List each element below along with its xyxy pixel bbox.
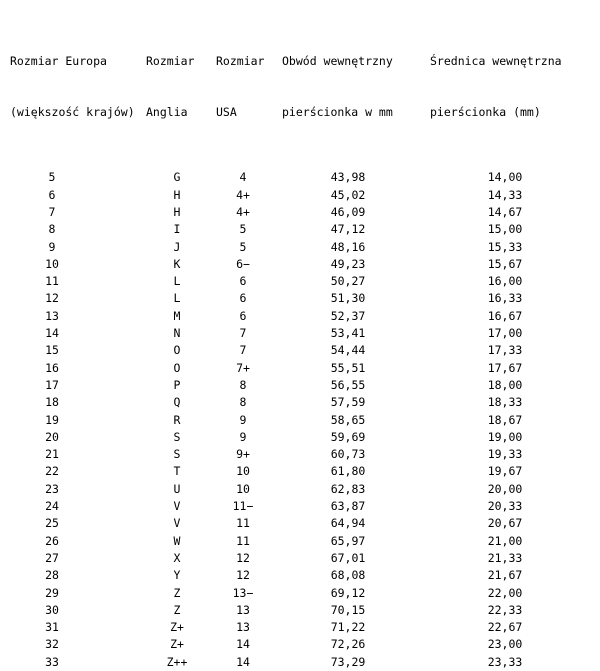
cell-circumference-mm: 55,51 <box>330 360 366 375</box>
cell-diameter-mm: 15,00 <box>487 222 523 237</box>
table-row <box>10 412 590 429</box>
cell-size-europe: 32 <box>45 637 59 652</box>
cell-circumference-mm: 61,80 <box>330 464 366 479</box>
column-header-diameter-line1: Średnica wewnętrzna <box>430 53 562 68</box>
cell-circumference-mm: 67,01 <box>330 550 366 565</box>
cell-circumference-mm: 47,12 <box>330 222 366 237</box>
cell-size-usa: 4+ <box>236 204 250 219</box>
cell-size-europe: 19 <box>45 412 59 427</box>
table-row <box>10 429 590 446</box>
cell-size-usa: 11 <box>236 533 250 548</box>
cell-size-europe: 5 <box>48 170 56 185</box>
cell-size-europe: 28 <box>45 568 59 583</box>
column-header-usa-line1: Rozmiar <box>216 53 265 68</box>
cell-size-usa: 12 <box>236 568 250 583</box>
cell-size-europe: 29 <box>45 585 59 600</box>
column-header-circumference <box>282 18 430 156</box>
cell-diameter-mm: 20,33 <box>487 499 523 514</box>
cell-size-england: H <box>173 204 181 219</box>
cell-size-england: Z <box>173 585 181 600</box>
cell-size-usa: 7 <box>239 326 247 341</box>
table-row <box>10 550 590 567</box>
cell-size-england: V <box>173 499 181 514</box>
cell-circumference-mm: 64,94 <box>330 516 366 531</box>
cell-size-usa: 12 <box>236 550 250 565</box>
cell-size-england: Z+ <box>170 620 184 635</box>
table-row <box>10 342 590 359</box>
column-header-usa-line2: USA <box>216 105 237 120</box>
cell-circumference-mm: 51,30 <box>330 291 366 306</box>
table-row <box>10 290 590 307</box>
cell-size-europe: 33 <box>45 654 59 669</box>
cell-circumference-mm: 54,44 <box>330 343 366 358</box>
table-row <box>10 602 590 619</box>
table-row <box>10 377 590 394</box>
table-row <box>10 619 590 636</box>
cell-circumference-mm: 72,26 <box>330 637 366 652</box>
column-header-england-line1: Rozmiar <box>146 53 195 68</box>
cell-circumference-mm: 46,09 <box>330 204 366 219</box>
cell-diameter-mm: 17,33 <box>487 343 523 358</box>
cell-diameter-mm: 19,33 <box>487 447 523 462</box>
table-row <box>10 169 590 186</box>
cell-circumference-mm: 68,08 <box>330 568 366 583</box>
cell-size-usa: 10 <box>236 481 250 496</box>
table-row <box>10 308 590 325</box>
cell-circumference-mm: 45,02 <box>330 187 366 202</box>
cell-size-europe: 6 <box>48 187 56 202</box>
column-header-europe-line1: Rozmiar Europa <box>10 53 107 68</box>
column-header-diameter <box>430 18 590 156</box>
cell-size-england: P <box>173 377 181 392</box>
table-row <box>10 636 590 653</box>
cell-circumference-mm: 70,15 <box>330 602 366 617</box>
cell-circumference-mm: 60,73 <box>330 447 366 462</box>
cell-size-europe: 9 <box>48 239 56 254</box>
cell-size-england: T <box>173 464 181 479</box>
cell-size-england: O <box>173 360 181 375</box>
table-row <box>10 221 590 238</box>
cell-size-usa: 6 <box>239 308 247 323</box>
column-header-diameter-line2: pierścionka (mm) <box>430 105 541 120</box>
table-row <box>10 204 590 221</box>
table-header <box>10 18 590 169</box>
cell-diameter-mm: 19,67 <box>487 464 523 479</box>
cell-size-england: Q <box>173 395 181 410</box>
table-row <box>10 654 590 671</box>
cell-size-europe: 21 <box>45 447 59 462</box>
cell-size-england: Z++ <box>166 654 188 669</box>
cell-circumference-mm: 65,97 <box>330 533 366 548</box>
cell-size-usa: 6 <box>239 291 247 306</box>
cell-circumference-mm: 71,22 <box>330 620 366 635</box>
cell-size-europe: 7 <box>48 204 56 219</box>
cell-size-usa: 13− <box>232 585 254 600</box>
cell-size-europe: 11 <box>45 274 59 289</box>
cell-diameter-mm: 20,67 <box>487 516 523 531</box>
cell-size-europe: 17 <box>45 377 59 392</box>
column-header-europe <box>10 18 146 156</box>
cell-size-usa: 5 <box>239 239 247 254</box>
cell-size-usa: 14 <box>236 654 250 669</box>
table-row <box>10 256 590 273</box>
header-spacer <box>10 156 590 169</box>
table-row <box>10 187 590 204</box>
cell-circumference-mm: 62,83 <box>330 481 366 496</box>
cell-diameter-mm: 18,33 <box>487 395 523 410</box>
cell-diameter-mm: 20,00 <box>487 481 523 496</box>
cell-diameter-mm: 15,33 <box>487 239 523 254</box>
cell-size-usa: 14 <box>236 637 250 652</box>
cell-size-england: Z+ <box>170 637 184 652</box>
table-row <box>10 515 590 532</box>
cell-size-england: I <box>173 222 181 237</box>
cell-size-usa: 4 <box>239 170 247 185</box>
cell-size-europe: 23 <box>45 481 59 496</box>
column-header-england <box>146 18 216 156</box>
cell-size-europe: 12 <box>45 291 59 306</box>
cell-size-england: L <box>173 291 181 306</box>
cell-diameter-mm: 16,00 <box>487 274 523 289</box>
table-row <box>10 481 590 498</box>
cell-size-europe: 18 <box>45 395 59 410</box>
cell-size-usa: 7+ <box>236 360 250 375</box>
cell-circumference-mm: 57,59 <box>330 395 366 410</box>
column-header-europe-line2: (większość krajów) <box>10 105 135 120</box>
cell-circumference-mm: 52,37 <box>330 308 366 323</box>
cell-size-europe: 30 <box>45 602 59 617</box>
cell-size-europe: 13 <box>45 308 59 323</box>
cell-size-england: Z <box>173 602 181 617</box>
table-row <box>10 360 590 377</box>
cell-size-england: N <box>173 326 181 341</box>
cell-size-england: S <box>173 447 181 462</box>
cell-diameter-mm: 22,33 <box>487 602 523 617</box>
cell-size-england: W <box>173 533 181 548</box>
cell-size-england: L <box>173 274 181 289</box>
table-row <box>10 394 590 411</box>
cell-size-europe: 10 <box>45 256 59 271</box>
column-header-usa <box>216 18 282 156</box>
cell-size-europe: 14 <box>45 326 59 341</box>
cell-circumference-mm: 50,27 <box>330 274 366 289</box>
cell-size-europe: 27 <box>45 550 59 565</box>
cell-size-usa: 10 <box>236 464 250 479</box>
table-row <box>10 446 590 463</box>
cell-circumference-mm: 49,23 <box>330 256 366 271</box>
table-row <box>10 463 590 480</box>
cell-diameter-mm: 15,67 <box>487 256 523 271</box>
cell-size-england: R <box>173 412 181 427</box>
cell-size-europe: 26 <box>45 533 59 548</box>
ring-size-table <box>10 18 590 671</box>
cell-diameter-mm: 14,00 <box>487 170 523 185</box>
cell-diameter-mm: 16,67 <box>487 308 523 323</box>
header-row <box>10 18 590 156</box>
cell-circumference-mm: 48,16 <box>330 239 366 254</box>
cell-circumference-mm: 56,55 <box>330 377 366 392</box>
cell-diameter-mm: 14,67 <box>487 204 523 219</box>
cell-diameter-mm: 21,33 <box>487 550 523 565</box>
cell-size-england: O <box>173 343 181 358</box>
table-row <box>10 498 590 515</box>
cell-size-usa: 8 <box>239 395 247 410</box>
cell-size-england: J <box>173 239 181 254</box>
table-row <box>10 567 590 584</box>
table-row <box>10 585 590 602</box>
cell-size-usa: 6− <box>236 256 250 271</box>
cell-diameter-mm: 14,33 <box>487 187 523 202</box>
column-header-circumference-line2: pierścionka w mm <box>282 105 393 120</box>
cell-size-usa: 7 <box>239 343 247 358</box>
cell-size-england: H <box>173 187 181 202</box>
table-row <box>10 325 590 342</box>
cell-size-england: X <box>173 550 181 565</box>
cell-diameter-mm: 17,00 <box>487 326 523 341</box>
cell-size-usa: 4+ <box>236 187 250 202</box>
cell-circumference-mm: 43,98 <box>330 170 366 185</box>
cell-size-europe: 16 <box>45 360 59 375</box>
cell-size-usa: 13 <box>236 602 250 617</box>
cell-diameter-mm: 18,67 <box>487 412 523 427</box>
cell-circumference-mm: 63,87 <box>330 499 366 514</box>
cell-size-europe: 22 <box>45 464 59 479</box>
table-row <box>10 273 590 290</box>
cell-circumference-mm: 69,12 <box>330 585 366 600</box>
cell-diameter-mm: 21,00 <box>487 533 523 548</box>
cell-diameter-mm: 19,00 <box>487 429 523 444</box>
cell-size-usa: 13 <box>236 620 250 635</box>
cell-diameter-mm: 17,67 <box>487 360 523 375</box>
cell-size-usa: 11 <box>236 516 250 531</box>
cell-size-england: U <box>173 481 181 496</box>
cell-size-england: V <box>173 516 181 531</box>
cell-size-usa: 9 <box>239 429 247 444</box>
cell-size-england: S <box>173 429 181 444</box>
cell-size-usa: 9 <box>239 412 247 427</box>
cell-size-europe: 20 <box>45 429 59 444</box>
cell-diameter-mm: 22,67 <box>487 620 523 635</box>
cell-size-europe: 15 <box>45 343 59 358</box>
cell-circumference-mm: 53,41 <box>330 326 366 341</box>
cell-size-europe: 25 <box>45 516 59 531</box>
table-row <box>10 239 590 256</box>
cell-size-europe: 24 <box>45 499 59 514</box>
cell-size-england: M <box>173 308 181 323</box>
cell-diameter-mm: 23,33 <box>487 654 523 669</box>
cell-size-england: Y <box>173 568 181 583</box>
cell-size-usa: 5 <box>239 222 247 237</box>
table-body <box>10 169 590 671</box>
cell-diameter-mm: 21,67 <box>487 568 523 583</box>
cell-diameter-mm: 16,33 <box>487 291 523 306</box>
cell-diameter-mm: 23,00 <box>487 637 523 652</box>
cell-size-usa: 9+ <box>236 447 250 462</box>
cell-diameter-mm: 18,00 <box>487 377 523 392</box>
cell-size-england: G <box>173 170 181 185</box>
cell-circumference-mm: 73,29 <box>330 654 366 669</box>
cell-size-usa: 8 <box>239 377 247 392</box>
cell-size-europe: 31 <box>45 620 59 635</box>
cell-size-england: K <box>173 256 181 271</box>
cell-size-usa: 6 <box>239 274 247 289</box>
cell-size-europe: 8 <box>48 222 56 237</box>
cell-circumference-mm: 59,69 <box>330 429 366 444</box>
column-header-england-line2: Anglia <box>146 105 188 120</box>
cell-circumference-mm: 58,65 <box>330 412 366 427</box>
cell-diameter-mm: 22,00 <box>487 585 523 600</box>
cell-size-usa: 11− <box>232 499 254 514</box>
column-header-circumference-line1: Obwód wewnętrzny <box>282 53 393 68</box>
table-row <box>10 533 590 550</box>
